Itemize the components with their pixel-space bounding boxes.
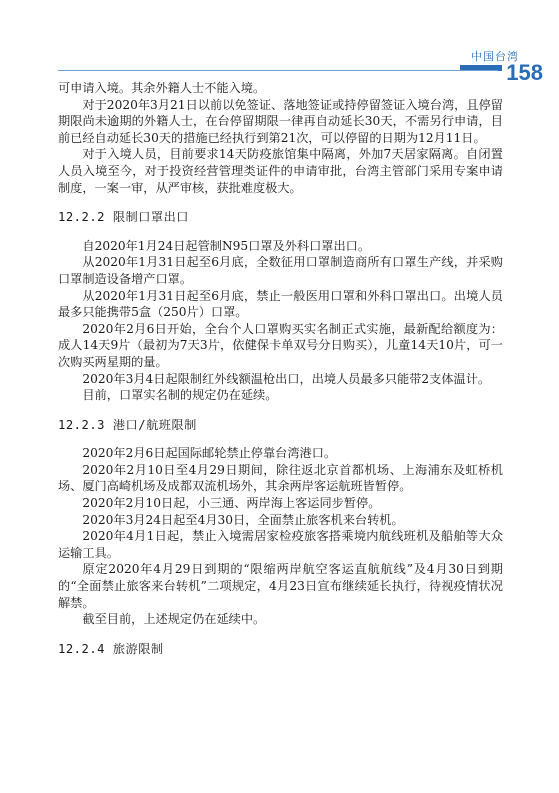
paragraph: 2020年3月24日起至4月30日，全面禁止旅客机来台转机。 — [82, 512, 404, 527]
page-body — [58, 80, 503, 669]
paragraph: 从2020年1月31日起至6月底，禁止一般医用口罩和外科口罩出口。出境人员最多只能携带5盒（250片）口罩。 — [58, 288, 503, 320]
paragraph: 对于2020年3月21日以前以免签证、落地签证或持停留签证入境台湾，且停留期限尚未逾期的外籍人士，在台停留期限一律再自动延长30天，不需另行申请，目前已经自动延长30天的措施已经执行到第21次，可以停留的日期为12月11日。 — [58, 97, 503, 145]
header-rule — [58, 70, 498, 71]
page-number: 158 — [506, 60, 543, 85]
paragraph: 截至目前，上述规定仍在延续中。 — [82, 612, 266, 627]
chapter-label: 中国台湾 — [471, 50, 519, 63]
section-heading: 12.2.2 限制口罩出口 — [58, 210, 189, 225]
paragraph: 2020年3月4日起限制红外线额温枪出口，出境人员最多只能带2支体温计。 — [82, 371, 491, 386]
paragraph: 2020年2月6日起国际邮轮禁止停靠台湾港口。 — [82, 446, 337, 461]
section-heading: 12.2.3 港口/航班限制 — [58, 417, 197, 432]
paragraph: 2020年2月6日开始，全台个人口罩购买实名制正式实施，最新配给额度为：成人14天9片（最初为7天3片，依健保卡单双号分日购买），儿童14天10片，可一次购买两星期的量。 — [58, 321, 503, 369]
section-heading: 12.2.4 旅游限制 — [58, 641, 164, 656]
paragraph: 目前，口罩实名制的规定仍在延续。 — [82, 388, 278, 403]
paragraph: 对于入境人员，目前要求14天防疫旅馆集中隔离，外加7天居家隔离。自闭置人员入境至今，对于投资经营管理类证件的申请审批，台湾主管部门采用专案申请制度，一案一审，从严审核，获批难度极大。 — [58, 147, 503, 195]
paragraph: 原定2020年4月29日到期的“限缩两岸航空客运直航航线”及4月30日到期的“全面禁止旅客来台转机”二项规定，4月23日宣布继续延长执行，待视疫情状况解禁。 — [58, 562, 503, 610]
paragraph: 2020年2月10日起，小三通、两岸海上客运同步暂停。 — [82, 496, 381, 511]
paragraph: 2020年2月10日至4月29日期间，除往返北京首都机场、上海浦东及虹桥机场、厦门高崎机场及成都双流机场外，其余两岸客运航班皆暂停。 — [58, 462, 503, 494]
paragraph: 从2020年1月31日起至6月底，全数征用口罩制造商所有口罩生产线，并采购口罩制造设备增产口罩。 — [58, 255, 503, 286]
paragraph: 可申请入境。其余外籍人士不能入境。 — [58, 81, 266, 95]
paragraph: 自2020年1月24日起管制N95口罩及外科口罩出口。 — [82, 238, 371, 253]
paragraph: 2020年4月1日起，禁止入境需居家检疫旅客搭乘境内航线班机及船舶等大众运输工具。 — [58, 529, 503, 560]
